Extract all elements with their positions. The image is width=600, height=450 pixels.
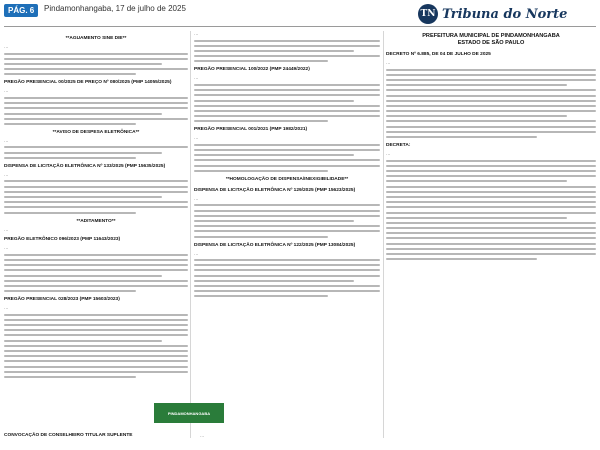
section-heading: DISPENSA DE LICITAÇÃO ELETRÔNICA Nº 133/2025 (PMP 15635/2025) — [4, 163, 166, 169]
section-heading: **AVISO DE DESPESA ELETRÔNICA** — [52, 129, 140, 135]
section-heading: PREGÃO PRESENCIAL 001/2021 (PMP 1982/2021) — [194, 127, 308, 133]
column-1 — [4, 31, 188, 438]
column-2 — [194, 31, 380, 438]
section-heading: PREGÃO ELETRÔNICO 096/2023 (PMP 11643/2023) — [4, 237, 121, 243]
footer-strip — [4, 410, 384, 449]
column-3 — [386, 31, 596, 438]
text-lines — [194, 40, 380, 63]
section-text: … — [386, 60, 391, 65]
section-text: … — [194, 195, 199, 201]
seal-label: PINDAMONHANGABA — [167, 410, 211, 416]
footer-title: CONVOCAÇÃO DE CONSELHEIRO TITULAR SUPLENTE — [4, 433, 133, 438]
section-text: … — [194, 250, 199, 256]
section-text: … — [4, 305, 9, 311]
section-text: … — [4, 245, 9, 251]
text-lines — [194, 84, 380, 122]
section-heading: PREGÃO PRESENCIAL 00/2025 DE PREÇO Nº 080/2025 (PMP 14055/2025) — [4, 80, 172, 86]
newspaper-logo — [418, 3, 588, 25]
section-text: … — [4, 137, 9, 143]
text-lines — [386, 160, 596, 261]
section-text: … — [194, 75, 199, 81]
section-text: … — [4, 44, 9, 49]
municipal-seal — [154, 403, 224, 423]
logo-name: Tribuna do Norte — [442, 6, 568, 22]
text-lines — [194, 259, 380, 297]
section-heading: **HOMOLOGAÇÃO DE DISPENSA/INEXIGIBILIDADE** — [225, 176, 349, 182]
gov-heading-line-2: ESTADO DE SÃO PAULO — [457, 40, 525, 46]
page-number-badge: PÁG. 6 — [4, 4, 38, 17]
text-lines — [4, 97, 188, 125]
section-heading: DISPENSA DE LICITAÇÃO ELETRÔNICA Nº 129/2025 (PMP 15623/2025) — [194, 187, 356, 193]
text-lines — [4, 314, 188, 378]
section-heading: DECRETA: — [386, 143, 411, 149]
gov-heading-line-1: PREFEITURA MUNICIPAL DE PINDAMONHANGABA — [422, 33, 560, 39]
section-heading: DISPENSA DE LICITAÇÃO ELETRÔNICA Nº 122/2025 (PMP 13084/2025) — [194, 242, 356, 248]
section-text: … — [194, 135, 199, 141]
text-lines — [4, 254, 188, 292]
section-heading: PREGÃO PRESENCIAL 100/2022 (PMP 24449/2022) — [194, 67, 310, 73]
section-heading: PREGÃO PRESENCIAL 028/2023 (PMP 15603/2023) — [4, 297, 120, 303]
text-lines — [4, 53, 188, 76]
text-lines — [4, 180, 188, 213]
column-divider — [383, 31, 384, 438]
text-lines — [194, 204, 380, 237]
header-date: Pindamonhangaba, 17 de julho de 2025 — [44, 4, 186, 13]
section-text: … — [386, 151, 391, 157]
section-heading: **ADITAMENTO** — [76, 218, 116, 224]
text-lines — [4, 146, 188, 158]
section-heading: **AGUAMENTO SINE DIE** — [65, 36, 127, 41]
text-lines — [194, 144, 380, 172]
section-text: … — [4, 88, 9, 94]
section-text: … — [4, 226, 9, 232]
logo-mark-icon: TN — [418, 4, 438, 24]
header-rule — [4, 26, 596, 27]
decree-title: DECRETO Nº 6.885, DE 04 DE JULHO DE 2025 — [386, 52, 491, 57]
section-text: … — [194, 31, 199, 36]
footer-text: … — [200, 433, 205, 438]
text-lines — [386, 69, 596, 138]
column-divider — [190, 31, 191, 438]
government-heading — [386, 33, 596, 47]
section-text: … — [4, 171, 9, 177]
